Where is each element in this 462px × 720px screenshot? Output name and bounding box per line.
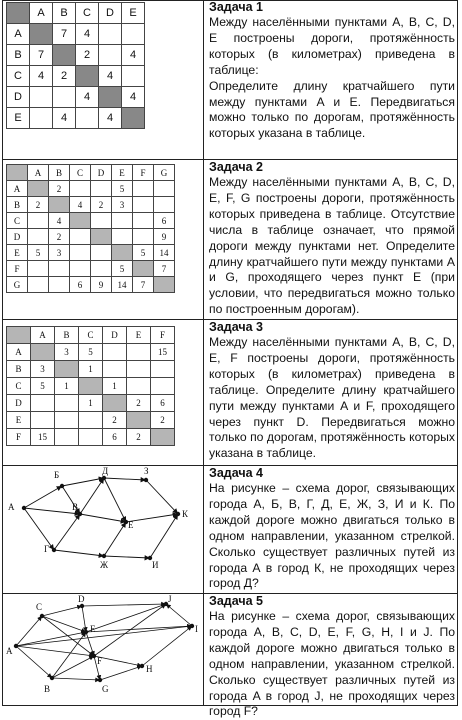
table-cell: [127, 412, 151, 429]
table-cell: [133, 213, 154, 229]
label-d5: D: [78, 594, 85, 604]
table-cell: 2: [76, 45, 99, 66]
table-cell: [151, 429, 175, 446]
node-v: [78, 512, 82, 516]
table-cell: [133, 229, 154, 245]
label-zh: Ж: [100, 560, 109, 570]
table-cell: [53, 87, 76, 108]
table-header-cell: B: [53, 3, 76, 24]
task-3-title: Задача 3: [209, 320, 263, 334]
node-g5: [98, 678, 102, 682]
task-1-title: Задача 1: [209, 0, 263, 14]
label-b5: B: [44, 684, 51, 694]
label-z: З: [144, 466, 149, 476]
table-row: [7, 66, 145, 87]
table-cell: [122, 108, 145, 129]
table-cell: 2: [49, 181, 70, 197]
table-cell: C: [7, 213, 28, 229]
table-cell: [28, 213, 49, 229]
table-row: [7, 261, 175, 277]
table-cell: [28, 261, 49, 277]
node-zh: [102, 554, 106, 558]
table-cell: D: [7, 395, 31, 412]
table-cell: 14: [154, 245, 175, 261]
table-cell: [30, 24, 53, 45]
table-cell: [127, 344, 151, 361]
node-a: [22, 506, 26, 510]
node-a5: [14, 644, 18, 648]
table-cell: [127, 361, 151, 378]
table-cell: [151, 361, 175, 378]
table-cell: [49, 277, 70, 293]
label-e5: E: [90, 624, 96, 634]
table-header-cell: E: [122, 3, 145, 24]
table-row: [7, 24, 145, 45]
table-header-cell: E: [127, 327, 151, 344]
table-cell: 5: [133, 245, 154, 261]
table-cell: G: [7, 277, 28, 293]
table-cell: 15: [151, 344, 175, 361]
table-cell: [49, 261, 70, 277]
table-cell: 4: [76, 24, 99, 45]
node-e5: [84, 630, 88, 634]
table-cell: C: [7, 66, 30, 87]
node-d: [102, 476, 106, 480]
table-cell: 1: [79, 395, 103, 412]
table-cell: 1: [103, 378, 127, 395]
task-5-row: [2, 594, 458, 719]
table-cell: [76, 108, 99, 129]
table-header-cell: B: [49, 165, 70, 181]
table-cell: 4: [30, 66, 53, 87]
task-2-text: Между населёнными пунктами A, B, C, D, E, F, G построены дороги, протяжённость которых приведена в таблице. Отсутствие числа в таблице означает, что прямой дороги между пунктами нет. Определите длину кратчайшего пути между пунктами A и G, проходящего через пункт E (при условии, что передвигаться можно только по построенным дорогам).: [209, 175, 455, 317]
node-c5: [40, 614, 44, 618]
table-cell: F: [7, 429, 31, 446]
table-cell: D: [7, 229, 28, 245]
table-cell: 9: [154, 229, 175, 245]
table-cell: 6: [103, 429, 127, 446]
table-cell: [30, 87, 53, 108]
label-g5: G: [102, 684, 109, 694]
task-3-figure: [2, 320, 204, 465]
table-cell: 5: [79, 344, 103, 361]
task-4-figure: [2, 466, 204, 593]
table-row: [7, 378, 175, 395]
table-cell: [154, 197, 175, 213]
table-row: [7, 245, 175, 261]
table-cell: [91, 181, 112, 197]
table-header-cell: A: [28, 165, 49, 181]
task-2-text-cell: [209, 160, 455, 319]
table-cell: 2: [49, 229, 70, 245]
table-cell: [91, 229, 112, 245]
table-cell: [31, 344, 55, 361]
table-header-cell: F: [151, 327, 175, 344]
table-cell: 4: [76, 87, 99, 108]
task-5-graph: [2, 594, 204, 706]
table-header-cell: F: [133, 165, 154, 181]
table-cell: [70, 229, 91, 245]
table-row: [7, 87, 145, 108]
table-cell: 1: [79, 361, 103, 378]
table-cell: A: [7, 344, 31, 361]
table-row: [7, 181, 175, 197]
table-cell: [28, 277, 49, 293]
node-h5: [140, 664, 144, 668]
table-cell: [154, 277, 175, 293]
table-cell: [127, 378, 151, 395]
table-cell: [103, 395, 127, 412]
table-cell: C: [7, 378, 31, 395]
task-3-text: Между населёнными пунктами A, B, C, D, E, F построены дороги, протяжённость которых (в километрах) приведена в таблице. Определите длину кратчайшего пути между пунктами A и F, проходящего через пункт D. Передвигаться можно только по дорогам, протяжённость которых указана в таблице.: [209, 335, 455, 461]
table-cell: [103, 361, 127, 378]
table-row: [7, 108, 145, 129]
task-5-title: Задача 5: [209, 594, 263, 608]
table-cell: [99, 24, 122, 45]
task-1-text-cell: [209, 0, 455, 159]
task-4-title: Задача 4: [209, 466, 263, 480]
task-5-figure: [2, 594, 204, 706]
table-cell: [91, 213, 112, 229]
table-cell: [91, 261, 112, 277]
table-cell: [31, 395, 55, 412]
task-1-figure: [2, 0, 204, 159]
table-cell: [133, 197, 154, 213]
table-cell: 3: [55, 344, 79, 361]
task-2-figure: [2, 160, 204, 319]
task-2-row: [2, 160, 458, 320]
table-cell: [79, 412, 103, 429]
table-cell: 7: [30, 45, 53, 66]
table-cell: 4: [99, 108, 122, 129]
table-row: [7, 277, 175, 293]
task-1-text: Между населёнными пунктами A, B, C, D, E построены дороги, протяжённость которых (в километрах) приведена в таблице: Определите длину кратчайшего пути между пунктами A и E. Передвигаться можно только по дорогам, протяжённость которых указана в таблице.: [209, 15, 455, 141]
table-cell: 5: [31, 378, 55, 395]
table-row: [7, 45, 145, 66]
node-z: [144, 478, 148, 482]
label-f5: F: [97, 656, 103, 666]
task-2-table: [6, 164, 175, 293]
table-header-cell: A: [30, 3, 53, 24]
task-4-text: На рисунке – схема дорог, связывающих города А, Б, В, Г, Д, Е, Ж, З, И и К. По каждой дороге можно двигаться только в одном направлении, указанном стрелкой. Сколько существует различных путей из города А в город К, не проходящих через город Д?: [209, 481, 455, 591]
table-cell: [103, 344, 127, 361]
node-i5: [190, 624, 194, 628]
table-cell: [28, 229, 49, 245]
table-cell: [99, 45, 122, 66]
task-1-table: [6, 2, 145, 129]
table-cell: [70, 245, 91, 261]
label-i5: I: [195, 624, 198, 634]
table-header-cell: [7, 165, 28, 181]
table-cell: D: [7, 87, 30, 108]
table-cell: [112, 245, 133, 261]
label-h5: H: [146, 664, 153, 674]
task-5-text: На рисунке – схема дорог, связывающих города A, B, C, D, E, F, G, H, I и J. По каждой дороге можно двигаться только в одном направлении, указанном стрелкой. Сколько существует различных путей из города A в город J, не проходящих через город F?: [209, 609, 455, 719]
table-cell: 2: [53, 66, 76, 87]
table-cell: [31, 412, 55, 429]
table-header-cell: [7, 3, 30, 24]
table-cell: 2: [103, 412, 127, 429]
table-cell: 4: [70, 197, 91, 213]
task-1-row: [2, 0, 458, 160]
table-cell: [154, 181, 175, 197]
table-cell: E: [7, 245, 28, 261]
table-cell: [76, 66, 99, 87]
task-3-table: [6, 326, 175, 446]
table-cell: [55, 361, 79, 378]
table-header-cell: D: [91, 165, 112, 181]
table-cell: 4: [99, 66, 122, 87]
table-cell: [79, 429, 103, 446]
table-cell: [49, 197, 70, 213]
table-header-cell: C: [76, 3, 99, 24]
table-cell: [91, 245, 112, 261]
table-cell: B: [7, 197, 28, 213]
label-i: И: [152, 560, 159, 570]
table-cell: 5: [112, 181, 133, 197]
table-cell: 2: [127, 429, 151, 446]
table-cell: 4: [122, 87, 145, 108]
table-header-cell: G: [154, 165, 175, 181]
table-cell: B: [7, 45, 30, 66]
table-cell: [30, 108, 53, 129]
label-d: Д: [102, 466, 109, 476]
table-cell: A: [7, 181, 28, 197]
task-3-row: [2, 320, 458, 466]
table-row: [7, 395, 175, 412]
table-cell: 3: [49, 245, 70, 261]
table-row: [7, 229, 175, 245]
table-cell: [122, 66, 145, 87]
table-header-cell: [7, 327, 31, 344]
table-cell: [112, 213, 133, 229]
table-cell: 7: [133, 277, 154, 293]
table-cell: [79, 378, 103, 395]
table-cell: [112, 229, 133, 245]
label-k: К: [182, 509, 189, 519]
table-cell: [70, 261, 91, 277]
table-cell: 7: [154, 261, 175, 277]
table-row: [7, 344, 175, 361]
table-header-cell: D: [99, 3, 122, 24]
table-cell: [133, 261, 154, 277]
table-cell: A: [7, 24, 30, 45]
label-a5: A: [6, 646, 13, 656]
label-a: А: [8, 502, 15, 512]
table-cell: [133, 181, 154, 197]
node-d5: [80, 604, 84, 608]
table-cell: 2: [91, 197, 112, 213]
label-v: В: [72, 502, 79, 512]
table-cell: 14: [112, 277, 133, 293]
table-cell: [55, 395, 79, 412]
table-cell: [55, 429, 79, 446]
table-cell: 4: [53, 108, 76, 129]
table-cell: [70, 181, 91, 197]
task-4-graph: [2, 466, 204, 594]
table-header-cell: C: [70, 165, 91, 181]
table-cell: 4: [49, 213, 70, 229]
table-cell: 1: [55, 378, 79, 395]
table-cell: [70, 213, 91, 229]
table-cell: 2: [151, 412, 175, 429]
table-row: [7, 197, 175, 213]
table-cell: 5: [28, 245, 49, 261]
label-e: Е: [128, 520, 134, 530]
table-cell: [28, 181, 49, 197]
table-cell: 6: [70, 277, 91, 293]
table-row: [7, 213, 175, 229]
node-b: [60, 484, 64, 488]
table-header-cell: D: [103, 327, 127, 344]
table-cell: F: [7, 261, 28, 277]
table-cell: [122, 24, 145, 45]
label-g: Г: [44, 544, 50, 554]
node-f5: [92, 654, 96, 658]
table-header-cell: E: [112, 165, 133, 181]
task-2-title: Задача 2: [209, 160, 263, 174]
table-cell: [55, 412, 79, 429]
table-cell: 2: [28, 197, 49, 213]
table-cell: [151, 378, 175, 395]
table-cell: 6: [151, 395, 175, 412]
table-cell: 3: [112, 197, 133, 213]
table-cell: 5: [112, 261, 133, 277]
table-cell: [53, 45, 76, 66]
table-cell: 7: [53, 24, 76, 45]
table-cell: 6: [154, 213, 175, 229]
table-row: [7, 412, 175, 429]
table-cell: 9: [91, 277, 112, 293]
table-cell: E: [7, 108, 30, 129]
node-g: [52, 548, 56, 552]
table-cell: 3: [31, 361, 55, 378]
task-5-text-cell: [209, 594, 455, 719]
task-4-text-cell: [209, 466, 455, 593]
table-cell: 4: [122, 45, 145, 66]
table-cell: 15: [31, 429, 55, 446]
table-header-cell: C: [79, 327, 103, 344]
label-b: Б: [54, 470, 60, 480]
table-row: [7, 429, 175, 446]
table-header-cell: A: [31, 327, 55, 344]
node-k: [176, 512, 180, 516]
table-cell: E: [7, 412, 31, 429]
task-4-row: [2, 466, 458, 594]
table-row: [7, 361, 175, 378]
table-cell: B: [7, 361, 31, 378]
task-3-text-cell: [209, 320, 455, 465]
label-c5: C: [36, 602, 43, 612]
table-header-cell: B: [55, 327, 79, 344]
label-j5: J: [168, 594, 172, 604]
table-cell: 2: [127, 395, 151, 412]
node-b5: [50, 676, 54, 680]
table-cell: [99, 87, 122, 108]
